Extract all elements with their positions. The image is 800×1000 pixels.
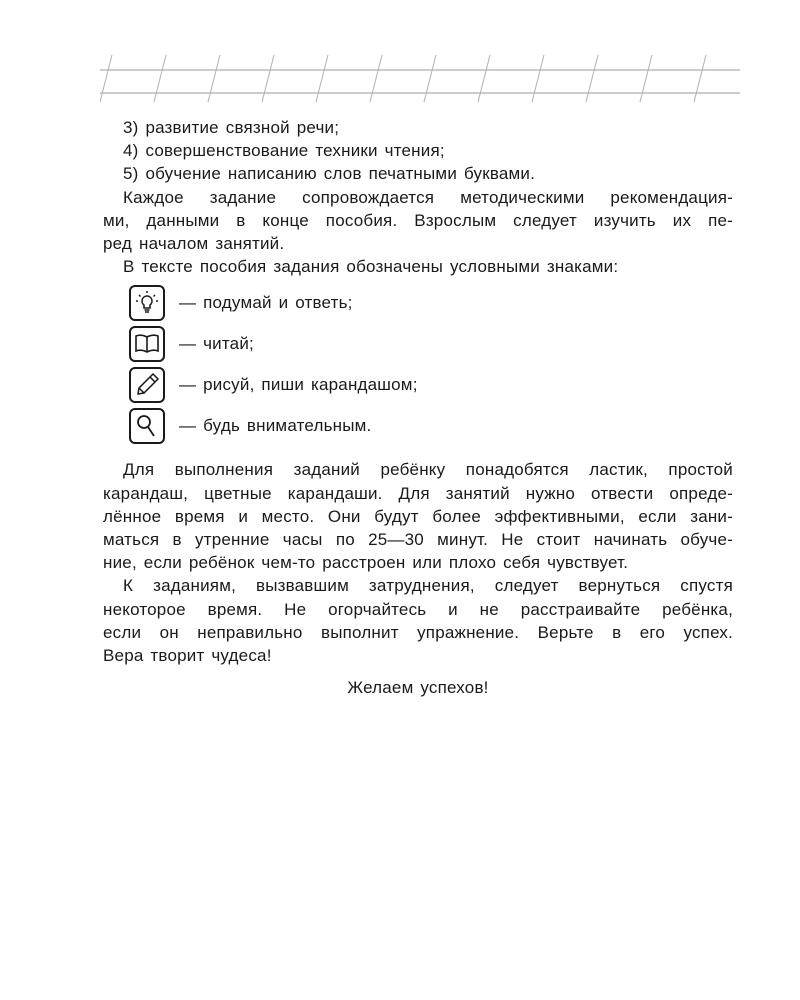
legend-item [103, 405, 733, 446]
legend-item [103, 282, 733, 323]
paragraph-line: лённое время и место. Они будут более эффективными, если зани- [103, 506, 733, 526]
paragraph-line: Для выполнения заданий ребёнку понадобятся ластик, простой [123, 460, 733, 480]
paragraph-line: ред началом занятий. [103, 234, 285, 254]
paragraph-line: некоторое время. Не огорчайтесь и не расстраивайте ребёнка, [103, 599, 733, 619]
legend-list [103, 282, 733, 446]
paragraph-line: ми, данными в конце пособия. Взрослым следует изучить их пе- [103, 210, 733, 230]
lightbulb-icon [129, 285, 165, 321]
paragraph-line: ние, если ребёнок чем-то расстроен или плохо себя чувствует. [103, 553, 629, 573]
magnifier-icon [129, 408, 165, 444]
list-item: 4) совершенствование техники чтения; [123, 141, 445, 161]
page-body [103, 116, 733, 699]
list-item: 5) обучение написанию слов печатными буквами. [123, 164, 536, 184]
paragraph-line: если он неправильно выполнит упражнение. Верьте в его успех. [103, 622, 733, 642]
legend-text: — рисуй, пиши карандашом; [179, 375, 418, 395]
legend-item [103, 323, 733, 364]
legend-text: — читай; [179, 334, 254, 354]
legend-intro: В тексте пособия задания обозначены условными знаками: [123, 257, 619, 277]
closing-line: Желаем успехов! [347, 678, 489, 698]
paragraph-line: К заданиям, вызвавшим затруднения, следует вернуться спустя [123, 576, 733, 596]
paragraph-line: маться в утренние часы по 25—30 минут. Не стоит начинать обуче- [103, 530, 733, 550]
legend-text: — будь внимательным. [179, 416, 372, 436]
pencil-icon [129, 367, 165, 403]
paragraph-line: Каждое задание сопровождается методическими рекомендация- [123, 187, 733, 207]
legend-text: — подумай и ответь; [179, 293, 353, 313]
paragraph-line: Вера творит чудеса! [103, 646, 272, 666]
paragraph-line: карандаш, цветные карандаши. Для занятий нужно отвести опреде- [103, 483, 733, 503]
list-item: 3) развитие связной речи; [123, 118, 340, 137]
legend-item [103, 364, 733, 405]
handwriting-ruling [100, 50, 740, 110]
book-icon [129, 326, 165, 362]
